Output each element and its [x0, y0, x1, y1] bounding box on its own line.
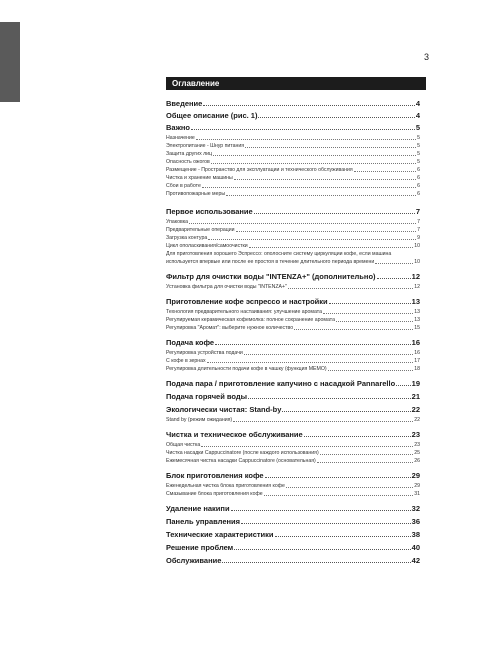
toc-entry[interactable]: [166, 219, 420, 225]
toc-entry[interactable]: [166, 491, 420, 497]
toc-entry[interactable]: [166, 358, 420, 364]
toc-entry-title: Электропитание - Шнур питания: [166, 143, 245, 149]
dot-leader: [265, 477, 411, 478]
toc-entry-page: 21: [411, 392, 420, 401]
toc-entry[interactable]: [166, 530, 420, 539]
toc-entry-title: Удаление накипи: [166, 504, 230, 513]
toc-entry[interactable]: [166, 243, 420, 249]
dot-leader: [222, 562, 410, 563]
toc-entry[interactable]: [166, 175, 420, 181]
dot-leader: [323, 313, 413, 314]
toc-entry-title: Технология предварительного настаивания: улучшение аромата: [166, 309, 322, 315]
toc-entry-page: 40: [411, 543, 420, 552]
toc-entry-title: Еженедельная чистка блока приготовления кофе: [166, 483, 285, 489]
toc-entry[interactable]: [166, 379, 420, 388]
toc-entry-page: 7: [417, 227, 420, 233]
toc-entry-title: используется впервые или после ее простоя в течение длительного периода времени: [166, 259, 375, 265]
toc-entry-title: Подача кофе: [166, 338, 215, 347]
toc-entry-page: 7: [415, 207, 420, 216]
dot-leader: [249, 247, 414, 248]
toc-entry-title: С кофе в зернах: [166, 358, 206, 364]
dot-leader: [208, 239, 416, 240]
toc-entry-page: 36: [411, 517, 420, 526]
toc-entry[interactable]: [166, 458, 420, 464]
dot-leader: [189, 223, 416, 224]
toc-entry-page: 12: [414, 284, 420, 290]
toc-entry-page: 12: [411, 272, 420, 281]
dot-leader: [236, 231, 417, 232]
toc-entry-page: 16: [414, 350, 420, 356]
toc-entry-page: 5: [415, 123, 420, 132]
toc-entry-title: Ежемесячная чистка насадки Cappuccinatore (основательная): [166, 458, 316, 464]
toc-entry-title: Экологически чистая: Stand-by: [166, 405, 282, 414]
dot-leader: [329, 303, 411, 304]
toc-entry-page: 13: [411, 297, 420, 306]
dot-leader: [286, 487, 413, 488]
dot-leader: [233, 421, 413, 422]
toc-entry[interactable]: [166, 450, 420, 456]
toc-header: [166, 77, 426, 90]
toc-entry-title: Установка фильтра для очистки воды "INTENZA+": [166, 284, 287, 290]
toc-entry[interactable]: [166, 135, 420, 141]
toc-entry[interactable]: [166, 517, 420, 526]
toc-entry[interactable]: [166, 543, 420, 552]
toc-entry-page: 4: [415, 111, 420, 120]
toc-entry-title: Stand by (режим ожидания): [166, 417, 233, 423]
toc-entry[interactable]: [166, 325, 420, 331]
dot-leader: [275, 536, 411, 537]
toc-entry-title: Регулируемая керамическая кофемолка: полное сохранение аромата: [166, 317, 335, 323]
toc-entry-page: 10: [414, 259, 420, 265]
toc-entry-title: Важно: [166, 123, 191, 132]
toc-entry-title: Чистка насадки Cappuccinatore (после каждого использования): [166, 450, 319, 456]
toc-entry-page: 15: [414, 325, 420, 331]
toc-entry[interactable]: [166, 392, 420, 401]
toc-entry[interactable]: [166, 338, 420, 347]
toc-entry[interactable]: [166, 251, 420, 257]
toc-entry[interactable]: [166, 183, 420, 189]
toc-entry-page: 9: [417, 235, 420, 241]
dot-leader: [288, 288, 413, 289]
toc-entry[interactable]: [166, 504, 420, 513]
dot-leader: [328, 370, 414, 371]
toc-entry-page: 17: [414, 358, 420, 364]
toc-entry[interactable]: [166, 111, 420, 120]
dot-leader: [396, 385, 410, 386]
toc-entry[interactable]: [166, 272, 420, 281]
toc-entry-page: 23: [411, 430, 420, 439]
dot-leader: [317, 462, 413, 463]
toc-entry-page: 13: [414, 309, 420, 315]
toc-entry-title: Смазывание блока приготовления кофе: [166, 491, 263, 497]
toc-entry[interactable]: [166, 317, 420, 323]
toc-entry[interactable]: [166, 191, 420, 197]
toc-entry-page: 22: [411, 405, 420, 414]
dot-leader: [248, 398, 411, 399]
toc-entry-page: 13: [414, 317, 420, 323]
toc-entry-page: 31: [414, 491, 420, 497]
toc-entry-page: 18: [414, 366, 420, 372]
toc-entry-page: 6: [417, 191, 420, 197]
dot-leader: [213, 155, 416, 156]
dot-leader: [241, 523, 411, 524]
toc-entry[interactable]: [166, 167, 420, 173]
toc-entry-title: Загрузка контура: [166, 235, 208, 241]
toc-entry-title: Первое использование: [166, 207, 253, 216]
dot-leader: [354, 171, 416, 172]
toc-entry-title: Введение: [166, 99, 203, 108]
dot-leader: [294, 329, 413, 330]
toc-entry[interactable]: [166, 151, 420, 157]
toc-entry-page: 29: [411, 471, 420, 480]
dot-leader: [231, 510, 411, 511]
toc-entry-title: Общая чистка: [166, 442, 201, 448]
toc-entry-title: Защита других лиц: [166, 151, 212, 157]
dot-leader: [375, 263, 413, 264]
toc-entry[interactable]: [166, 309, 420, 315]
toc-entry-title: Общее описание (рис. 1): [166, 111, 258, 120]
toc-entry-title: Технические характеристики: [166, 530, 274, 539]
toc-entry-page: 5: [417, 135, 420, 141]
toc-entry-page: 42: [411, 556, 420, 565]
dot-leader: [377, 278, 411, 279]
toc-entry-title: Регулировка устройства подачи: [166, 350, 243, 356]
dot-leader: [234, 179, 416, 180]
toc-entry[interactable]: [166, 259, 420, 265]
toc-entry[interactable]: [166, 442, 420, 448]
dot-leader: [244, 354, 413, 355]
toc-entry-page: 22: [414, 417, 420, 423]
dot-leader: [264, 495, 414, 496]
toc-entry[interactable]: [166, 159, 420, 165]
toc-entry-title: Подача пара / приготовление капучино с насадкой Pannarello: [166, 379, 396, 388]
toc-entry-page: 5: [417, 143, 420, 149]
toc-entry-title: Назначение: [166, 135, 195, 141]
side-tab-marker: [0, 22, 20, 102]
page-number: 3: [424, 52, 430, 62]
toc-entry[interactable]: [166, 297, 420, 306]
toc-entry-title: Обслуживание: [166, 556, 222, 565]
dot-leader: [254, 213, 415, 214]
toc-entry-title: Предварительные операции: [166, 227, 235, 233]
toc-entry-page: 10: [414, 243, 420, 249]
toc-entry-page: 7: [417, 219, 420, 225]
toc-entry[interactable]: [166, 430, 420, 439]
toc-entry[interactable]: [166, 417, 420, 423]
toc-entry-page: 6: [417, 167, 420, 173]
toc-entry-title: Решение проблем: [166, 543, 234, 552]
dot-leader: [245, 147, 416, 148]
dot-leader: [215, 344, 411, 345]
dot-leader: [304, 436, 411, 437]
toc-entry-title: Чистка и техническое обслуживание: [166, 430, 303, 439]
toc-entry-page: 6: [417, 175, 420, 181]
toc-entry-page: 38: [411, 530, 420, 539]
toc-entry[interactable]: [166, 471, 420, 480]
toc-entry-title: Панель управления: [166, 517, 241, 526]
dot-leader: [211, 163, 416, 164]
toc-entry-title: Цикл ополаскивания/самоочистки: [166, 243, 248, 249]
toc-entry-title: Размещение - Пространство для эксплуатации и технического обслуживания: [166, 167, 353, 173]
toc-entry[interactable]: [166, 235, 420, 241]
dot-leader: [226, 195, 416, 196]
toc-entry-title: Сбои в работе: [166, 183, 201, 189]
toc-entry[interactable]: [166, 405, 420, 414]
toc-entry-title: Приготовление кофе эспрессо и настройки: [166, 297, 328, 306]
toc-entry[interactable]: [166, 123, 420, 132]
dot-leader: [196, 139, 416, 140]
toc-entry[interactable]: [166, 227, 420, 233]
toc-entry-title: Подача горячей воды: [166, 392, 248, 401]
toc-entry-page: 16: [411, 338, 420, 347]
toc-entry-page: 19: [411, 379, 420, 388]
toc-entry-title: Фильтр для очистки воды "INTENZA+" (дополнительно): [166, 272, 376, 281]
toc-entry[interactable]: [166, 207, 420, 216]
toc-entry-title: Чистка и хранение машины: [166, 175, 233, 181]
dot-leader: [320, 454, 414, 455]
toc-entry[interactable]: [166, 366, 420, 372]
toc-entry-page: 5: [417, 159, 420, 165]
dot-leader: [191, 129, 415, 130]
dot-leader: [336, 321, 413, 322]
toc-entry-page: 6: [417, 183, 420, 189]
toc-entry-page: 26: [414, 458, 420, 464]
dot-leader: [234, 549, 410, 550]
toc-entry[interactable]: [166, 556, 420, 565]
toc-entry[interactable]: [166, 483, 420, 489]
toc-entry[interactable]: [166, 99, 420, 108]
toc-entry-title: Регулировка "Аромат": выберите нужное количество: [166, 325, 294, 331]
toc-entry-page: 5: [417, 151, 420, 157]
dot-leader: [282, 411, 410, 412]
dot-leader: [207, 362, 414, 363]
toc-entry-title: Регулировка длительности подачи кофе в чашку (функция MEMO): [166, 366, 327, 372]
toc-entry-page: 25: [414, 450, 420, 456]
dot-leader: [258, 117, 414, 118]
toc-entry-title: Упаковка: [166, 219, 188, 225]
toc-entry[interactable]: [166, 350, 420, 356]
toc-entry-title: Блок приготовления кофе: [166, 471, 264, 480]
dot-leader: [203, 105, 414, 106]
toc-entry-title: Опасность ожогов: [166, 159, 210, 165]
dot-leader: [202, 187, 416, 188]
toc-entry[interactable]: [166, 284, 420, 290]
toc-entry-title: Для приготовления хорошего Эспрессо: ополосните систему циркуляции кофе, если машина: [166, 251, 392, 257]
toc-entry-page: 32: [411, 504, 420, 513]
dot-leader: [201, 446, 413, 447]
toc-header-title: Оглавление: [172, 79, 220, 88]
toc-entry[interactable]: [166, 143, 420, 149]
toc-entry-page: 4: [415, 99, 420, 108]
toc-entry-page: 29: [414, 483, 420, 489]
toc-entry-page: 23: [414, 442, 420, 448]
toc-entry-title: Противопожарные меры: [166, 191, 226, 197]
